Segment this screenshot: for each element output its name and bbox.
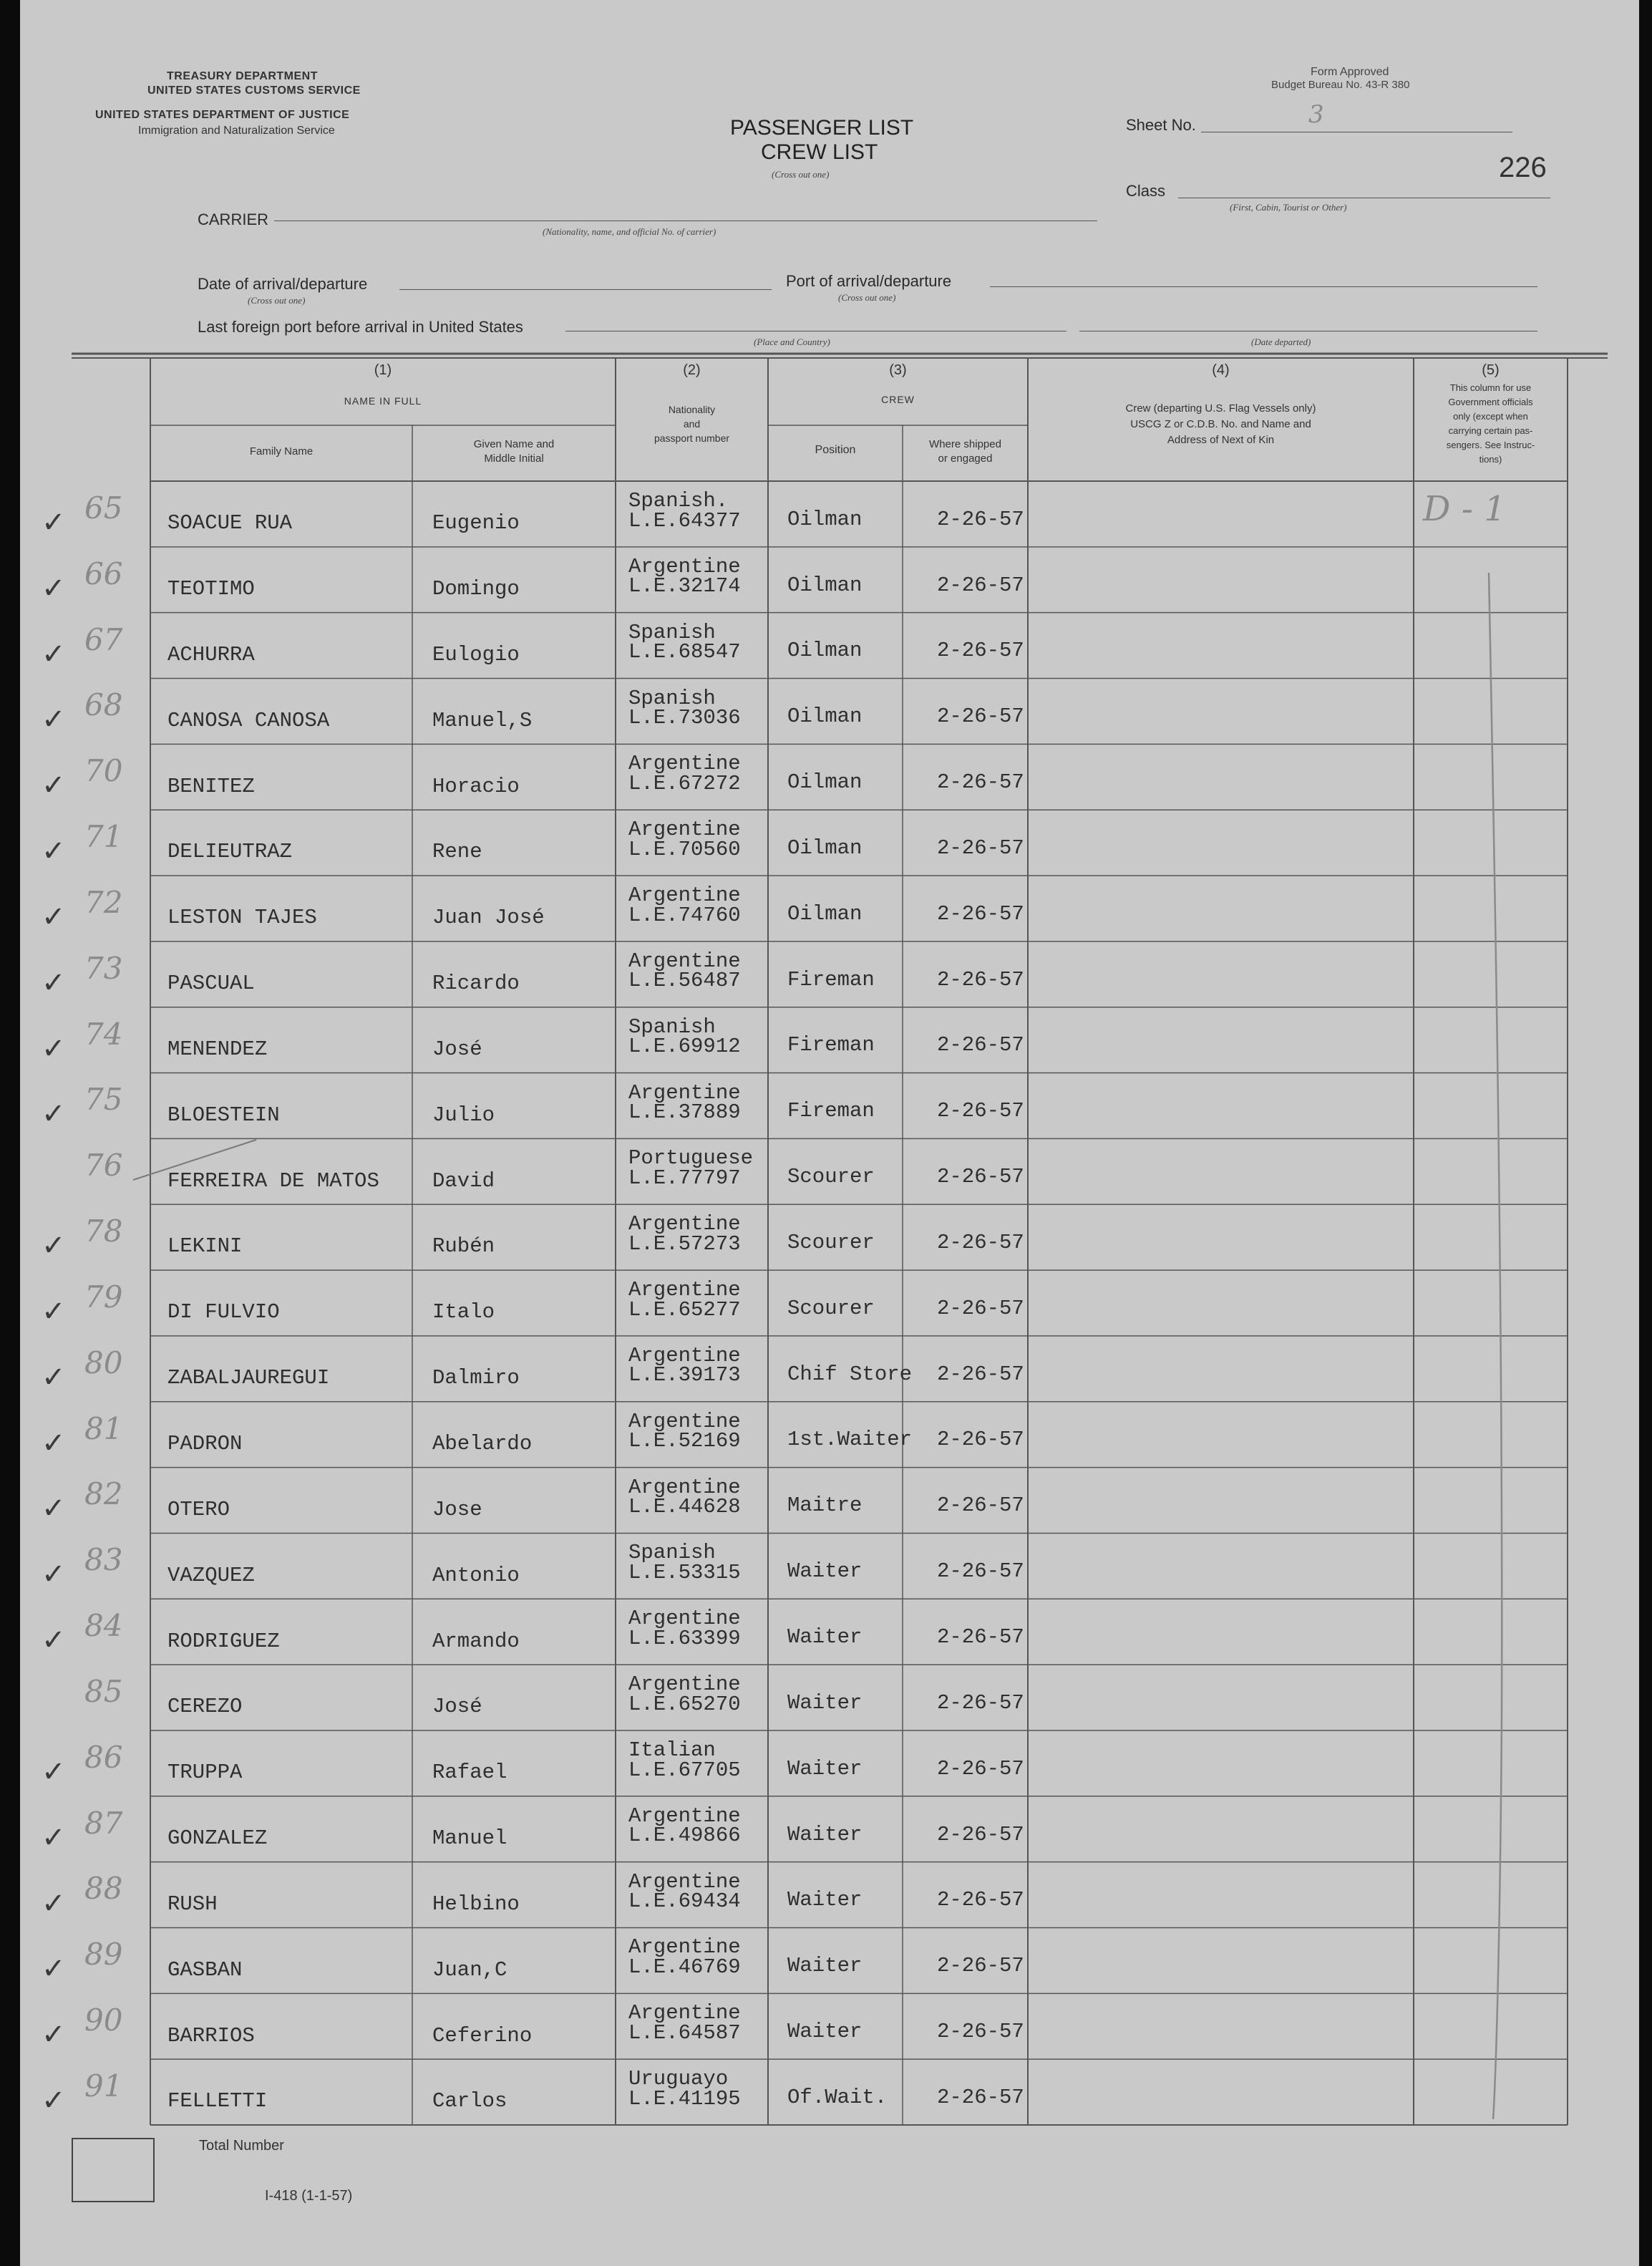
col3-number: (3)	[889, 362, 907, 378]
check-mark: ✓	[42, 1229, 66, 1263]
col2-line2: and	[683, 418, 701, 430]
table-row	[20, 876, 1639, 941]
check-mark: ✓	[42, 1360, 66, 1394]
carrier-label: CARRIER	[198, 210, 269, 228]
remark-cell: D - 1	[1423, 489, 1506, 530]
position-cell: Oilman	[787, 507, 863, 531]
nationality-cell: Argentine	[628, 1935, 741, 1960]
engaged-date-cell: 2-26-57	[937, 1559, 1024, 1584]
family-name-cell: VAZQUEZ	[167, 1563, 255, 1587]
given-name-cell: Eugenio	[432, 511, 520, 536]
table-row	[20, 1270, 1639, 1336]
table-row	[20, 1796, 1639, 1862]
nationality-cell: Argentine	[628, 554, 741, 578]
row-number: 68	[84, 687, 123, 723]
engaged-date-cell: 2-26-57	[937, 836, 1024, 860]
nationality-cell: Italian	[628, 1738, 716, 1762]
passport-cell: L.E.67272	[628, 771, 741, 795]
check-mark: ✓	[42, 1755, 66, 1788]
family-name-cell: PASCUAL	[167, 972, 255, 996]
table-row	[20, 941, 1639, 1007]
col5-line6: tions)	[1479, 454, 1502, 465]
given-name-cell: Jose	[432, 1497, 482, 1521]
table-row	[20, 1402, 1639, 1468]
last-port-label: Last foreign port before arrival in United States	[198, 318, 523, 336]
position-cell: Waiter	[787, 1822, 863, 1846]
passport-cell: L.E.68547	[628, 640, 741, 664]
family-name-cell: MENENDEZ	[167, 1037, 268, 1061]
row-number: 88	[84, 1871, 123, 1907]
row-number: 91	[84, 2068, 123, 2103]
table-row	[20, 1533, 1639, 1599]
passport-cell: L.E.77797	[628, 1166, 741, 1190]
given-name-cell: Rene	[432, 840, 482, 864]
family-name-header: Family Name	[249, 445, 314, 457]
given-name-cell: Dalmiro	[432, 1366, 520, 1390]
family-name-cell: BLOESTEIN	[167, 1103, 280, 1127]
passport-cell: L.E.70560	[628, 837, 741, 861]
class-label: Class	[1126, 182, 1166, 200]
nationality-cell: Spanish	[628, 1541, 716, 1565]
nationality-cell: Argentine	[628, 949, 741, 973]
passport-cell: L.E.64377	[628, 508, 741, 533]
engaged-date-cell: 2-26-57	[937, 1099, 1024, 1123]
check-mark: ✓	[42, 769, 66, 803]
document-page	[20, 0, 1639, 2266]
position-cell: Fireman	[787, 1099, 875, 1123]
passport-cell: L.E.52169	[628, 1429, 741, 1453]
table-row	[20, 547, 1639, 613]
position-cell: Waiter	[787, 1625, 863, 1649]
table-row	[20, 744, 1639, 810]
passport-cell: L.E.69912	[628, 1035, 741, 1059]
position-cell: Maitre	[787, 1493, 863, 1518]
position-cell: Scourer	[787, 1296, 875, 1320]
check-mark: ✓	[42, 1952, 66, 1986]
family-name-cell: TRUPPA	[167, 1761, 243, 1785]
col1-number: (1)	[374, 362, 392, 378]
row-number: 90	[84, 2003, 123, 2038]
col3-title: CREW	[881, 394, 915, 405]
carrier-hint: (Nationality, name, and official No. of carrier)	[543, 226, 716, 237]
nationality-cell: Argentine	[628, 752, 741, 776]
engaged-date-cell: 2-26-57	[937, 1165, 1024, 1189]
nationality-cell: Argentine	[628, 1607, 741, 1631]
table-row	[20, 1468, 1639, 1534]
passport-cell: L.E.37889	[628, 1100, 741, 1125]
check-mark: ✓	[42, 1294, 66, 1328]
table-row	[20, 1204, 1639, 1270]
given-name-cell: Armando	[432, 1629, 520, 1653]
table-row	[20, 2059, 1639, 2125]
engaged-date-cell: 2-26-57	[937, 1756, 1024, 1781]
engaged-date-cell: 2-26-57	[937, 1362, 1024, 1386]
nationality-cell: Argentine	[628, 1672, 741, 1697]
position-cell: Of.Wait.	[787, 2085, 888, 2109]
given-name-cell: Manuel,S	[432, 708, 533, 732]
family-name-cell: FELLETTI	[167, 2089, 268, 2114]
table-row	[20, 1665, 1639, 1730]
engaged-date-cell: 2-26-57	[937, 1690, 1024, 1715]
table-row	[20, 1073, 1639, 1139]
row-number: 82	[84, 1476, 123, 1512]
sheet-label: Sheet No.	[1126, 116, 1196, 134]
position-cell: Oilman	[787, 836, 863, 860]
family-name-cell: SOACUE RUA	[167, 511, 293, 536]
port-label: Port of arrival/departure	[786, 272, 952, 290]
given-name-cell: Juan José	[432, 906, 545, 930]
given-name-cell: Juan,C	[432, 1957, 507, 1982]
engaged-date-cell: 2-26-57	[937, 1428, 1024, 1452]
nationality-cell: Argentine	[628, 883, 741, 908]
row-number: 74	[84, 1016, 123, 1052]
check-mark: ✓	[42, 1098, 66, 1131]
family-name-cell: BENITEZ	[167, 774, 255, 798]
table-row	[20, 1336, 1639, 1402]
family-name-cell: PADRON	[167, 1431, 243, 1456]
passport-cell: L.E.53315	[628, 1561, 741, 1584]
position-cell: Waiter	[787, 1690, 863, 1715]
check-mark: ✓	[42, 2084, 66, 2118]
check-mark: ✓	[42, 1032, 66, 1065]
engaged-date-cell: 2-26-57	[937, 573, 1024, 597]
engaged-date-cell: 2-26-57	[937, 1888, 1024, 1912]
family-name-cell: OTERO	[167, 1497, 230, 1521]
total-number-box	[72, 2138, 155, 2202]
date-hint: (Cross out one)	[248, 295, 306, 306]
table-row	[20, 1730, 1639, 1796]
engaged-date-cell: 2-26-57	[937, 1033, 1024, 1057]
page-number: 226	[1499, 152, 1547, 183]
nationality-cell: Argentine	[628, 1475, 741, 1499]
check-mark: ✓	[42, 1426, 66, 1460]
date-label: Date of arrival/departure	[198, 275, 368, 293]
position-cell: Fireman	[787, 1033, 875, 1057]
nationality-cell: Argentine	[628, 1409, 741, 1433]
position-cell: Oilman	[787, 573, 863, 597]
row-number: 72	[84, 884, 123, 920]
col4-number: (4)	[1212, 362, 1230, 378]
position-cell: Waiter	[787, 1559, 863, 1584]
row-number: 70	[84, 753, 123, 789]
table-row	[20, 1862, 1639, 1928]
engaged-date-cell: 2-26-57	[937, 901, 1024, 926]
table-row	[20, 1927, 1639, 1993]
row-number: 84	[84, 1608, 123, 1644]
row-number: 83	[84, 1542, 123, 1578]
engaged-date-cell: 2-26-57	[937, 1296, 1024, 1320]
engaged-date-cell: 2-26-57	[937, 705, 1024, 729]
treasury-heading: TREASURY DEPARTMENT	[167, 70, 318, 82]
check-mark: ✓	[42, 505, 66, 539]
nationality-cell: Spanish	[628, 620, 716, 644]
given-name-header-1: Given Name and	[473, 438, 555, 450]
family-name-cell: LEKINI	[167, 1234, 243, 1259]
family-name-cell: DI FULVIO	[167, 1300, 280, 1325]
row-number: 71	[84, 819, 123, 855]
col5-number: (5)	[1482, 362, 1500, 378]
cross-out-note: (Cross out one)	[772, 169, 830, 180]
nationality-cell: Uruguayo	[628, 2067, 729, 2091]
position-cell: Oilman	[787, 705, 863, 729]
given-name-cell: Abelardo	[432, 1431, 533, 1456]
passport-cell: L.E.69434	[628, 1889, 741, 1914]
nationality-cell: Argentine	[628, 1278, 741, 1302]
given-name-cell: Rafael	[432, 1761, 507, 1785]
form-approved: Form Approved	[1311, 66, 1389, 78]
nationality-cell: Argentine	[628, 1803, 741, 1828]
check-mark: ✓	[42, 1624, 66, 1657]
engaged-date-cell: 2-26-57	[937, 2020, 1024, 2044]
given-name-cell: Italo	[432, 1300, 495, 1325]
given-name-cell: Domingo	[432, 577, 520, 601]
passport-cell: L.E.73036	[628, 706, 741, 730]
position-cell: Scourer	[787, 1165, 875, 1189]
engaged-date-cell: 2-26-57	[937, 639, 1024, 663]
col2-number: (2)	[683, 362, 701, 378]
passport-cell: L.E.32174	[628, 574, 741, 599]
position-cell: Oilman	[787, 770, 863, 795]
table-row	[20, 481, 1639, 547]
position-cell: 1st.Waiter	[787, 1428, 913, 1452]
family-name-cell: GASBAN	[167, 1957, 243, 1982]
col4-line2: USCG Z or C.D.B. No. and Name and	[1130, 418, 1311, 430]
check-mark: ✓	[42, 966, 66, 999]
passport-cell: L.E.46769	[628, 1955, 741, 1980]
passport-cell: L.E.57273	[628, 1231, 741, 1256]
family-name-cell: CANOSA CANOSA	[167, 708, 330, 732]
table-row	[20, 679, 1639, 745]
given-name-cell: Rubén	[432, 1234, 495, 1259]
check-mark: ✓	[42, 835, 66, 868]
given-name-cell: Manuel	[432, 1826, 507, 1851]
engaged-date-cell: 2-26-57	[937, 1954, 1024, 1978]
family-name-cell: CEREZO	[167, 1695, 243, 1719]
row-number: 86	[84, 1739, 123, 1775]
position-cell: Waiter	[787, 1888, 863, 1912]
passport-cell: L.E.49866	[628, 1824, 741, 1848]
engaged-date-cell: 2-26-57	[937, 967, 1024, 992]
nationality-cell: Spanish	[628, 1015, 716, 1039]
col4-line3: Address of Next of Kin	[1167, 434, 1275, 446]
position-cell: Scourer	[787, 1230, 875, 1254]
row-number: 89	[84, 1937, 123, 1972]
family-name-cell: DELIEUTRAZ	[167, 840, 293, 864]
customs-heading: UNITED STATES CUSTOMS SERVICE	[147, 84, 361, 97]
col4-line1: Crew (departing U.S. Flag Vessels only)	[1125, 402, 1316, 415]
position-cell: Oilman	[787, 639, 863, 663]
row-number: 66	[84, 556, 123, 591]
family-name-cell: RUSH	[167, 1892, 218, 1916]
port-hint: (Cross out one)	[838, 292, 896, 303]
passport-cell: L.E.56487	[628, 969, 741, 993]
table-row	[20, 1993, 1639, 2059]
family-name-cell: RODRIGUEZ	[167, 1629, 280, 1653]
family-name-cell: GONZALEZ	[167, 1826, 268, 1851]
nationality-cell: Spanish	[628, 686, 716, 710]
position-cell: Chif Store	[787, 1362, 913, 1386]
given-name-cell: Carlos	[432, 2089, 507, 2114]
check-mark: ✓	[42, 1492, 66, 1526]
given-name-cell: Ricardo	[432, 972, 520, 996]
family-name-cell: TEOTIMO	[167, 577, 255, 601]
class-hint: (First, Cabin, Tourist or Other)	[1230, 202, 1347, 213]
table-row	[20, 1007, 1639, 1073]
given-name-cell: Ceferino	[432, 2023, 533, 2048]
engaged-date-cell: 2-26-57	[937, 1625, 1024, 1649]
check-mark: ✓	[42, 1558, 66, 1592]
check-mark: ✓	[42, 1887, 66, 1920]
engaged-date-cell: 2-26-57	[937, 507, 1024, 531]
form-number: I-418 (1-1-57)	[265, 2188, 353, 2204]
crew-list-title: CREW LIST	[761, 140, 878, 164]
table-row	[20, 1599, 1639, 1665]
table-row	[20, 1138, 1639, 1204]
family-name-cell: ZABALJAUREGUI	[167, 1366, 330, 1390]
justice-heading: UNITED STATES DEPARTMENT OF JUSTICE	[95, 109, 350, 121]
family-name-cell: BARRIOS	[167, 2023, 255, 2048]
position-cell: Waiter	[787, 1756, 863, 1781]
col5-line2: Government officials	[1448, 397, 1533, 407]
check-mark: ✓	[42, 703, 66, 737]
family-name-cell: LESTON TAJES	[167, 906, 317, 930]
given-name-cell: David	[432, 1168, 495, 1193]
row-number: 73	[84, 950, 123, 986]
given-name-header-2: Middle Initial	[484, 452, 544, 465]
check-mark: ✓	[42, 1821, 66, 1854]
table-row	[20, 810, 1639, 876]
passport-cell: L.E.41195	[628, 2086, 741, 2111]
check-mark: ✓	[42, 900, 66, 934]
nationality-cell: Argentine	[628, 2001, 741, 2025]
col5-line5: sengers. See Instruc-	[1446, 440, 1535, 450]
col1-title: NAME IN FULL	[344, 395, 422, 407]
passenger-list-title: PASSENGER LIST	[730, 116, 914, 140]
nationality-cell: Argentine	[628, 1212, 741, 1236]
position-header: Position	[815, 444, 856, 456]
col5-line3: only (except when	[1453, 411, 1528, 422]
row-number: 80	[84, 1345, 123, 1380]
engaged-date-cell: 2-26-57	[937, 1493, 1024, 1518]
table-row	[20, 613, 1639, 679]
col2-line1: Nationality	[668, 404, 716, 415]
family-name-cell: ACHURRA	[167, 642, 255, 667]
row-number: 75	[84, 1082, 123, 1118]
given-name-cell: Eulogio	[432, 642, 520, 667]
position-cell: Waiter	[787, 2020, 863, 2044]
given-name-cell: José	[432, 1037, 482, 1061]
row-number: 65	[84, 490, 123, 526]
position-cell: Oilman	[787, 901, 863, 926]
passport-cell: L.E.44628	[628, 1495, 741, 1519]
col2-line3: passport number	[653, 432, 730, 444]
passport-cell: L.E.65270	[628, 1692, 741, 1716]
engaged-date-cell: 2-26-57	[937, 1230, 1024, 1254]
sheet-value: 3	[1308, 100, 1324, 129]
given-name-cell: Antonio	[432, 1563, 520, 1587]
passport-cell: L.E.64587	[628, 2020, 741, 2045]
given-name-cell: Julio	[432, 1103, 495, 1127]
passport-cell: L.E.39173	[628, 1363, 741, 1388]
row-number: 87	[84, 1805, 123, 1841]
check-mark: ✓	[42, 2018, 66, 2052]
col5-line1: This column for use	[1449, 382, 1532, 393]
engaged-date-cell: 2-26-57	[937, 770, 1024, 795]
col5-line4: carrying certain pas-	[1448, 425, 1533, 436]
passport-cell: L.E.63399	[628, 1626, 741, 1650]
nationality-cell: Argentine	[628, 1869, 741, 1894]
passport-cell: L.E.65277	[628, 1297, 741, 1322]
place-hint: (Place and Country)	[754, 336, 830, 347]
given-name-cell: José	[432, 1695, 482, 1719]
nationality-cell: Argentine	[628, 818, 741, 842]
check-mark: ✓	[42, 571, 66, 605]
engaged-date-cell: 2-26-57	[937, 1822, 1024, 1846]
nationality-cell: Argentine	[628, 1343, 741, 1367]
nationality-cell: Spanish.	[628, 489, 729, 513]
row-number: 76	[84, 1148, 123, 1183]
ins-heading: Immigration and Naturalization Service	[138, 125, 335, 137]
row-number: 85	[84, 1673, 123, 1709]
row-number: 79	[84, 1279, 123, 1314]
passport-cell: L.E.67705	[628, 1758, 741, 1782]
nationality-cell: Argentine	[628, 1080, 741, 1105]
where-shipped-header-1: Where shipped	[929, 438, 1001, 450]
where-shipped-header-2: or engaged	[938, 452, 993, 465]
given-name-cell: Helbino	[432, 1892, 520, 1916]
given-name-cell: Horacio	[432, 774, 520, 798]
position-cell: Fireman	[787, 967, 875, 992]
nationality-cell: Portuguese	[628, 1146, 754, 1171]
budget-bureau: Budget Bureau No. 43-R 380	[1271, 79, 1410, 91]
total-number-label: Total Number	[199, 2138, 284, 2154]
engaged-date-cell: 2-26-57	[937, 2085, 1024, 2109]
check-mark: ✓	[42, 637, 66, 671]
position-cell: Waiter	[787, 1954, 863, 1978]
family-name-cell: FERREIRA DE MATOS	[167, 1168, 379, 1193]
date-departed-hint: (Date departed)	[1251, 336, 1311, 347]
row-number: 81	[84, 1410, 123, 1446]
row-number: 78	[84, 1214, 123, 1249]
row-number: 67	[84, 621, 123, 657]
passport-cell: L.E.74760	[628, 903, 741, 927]
